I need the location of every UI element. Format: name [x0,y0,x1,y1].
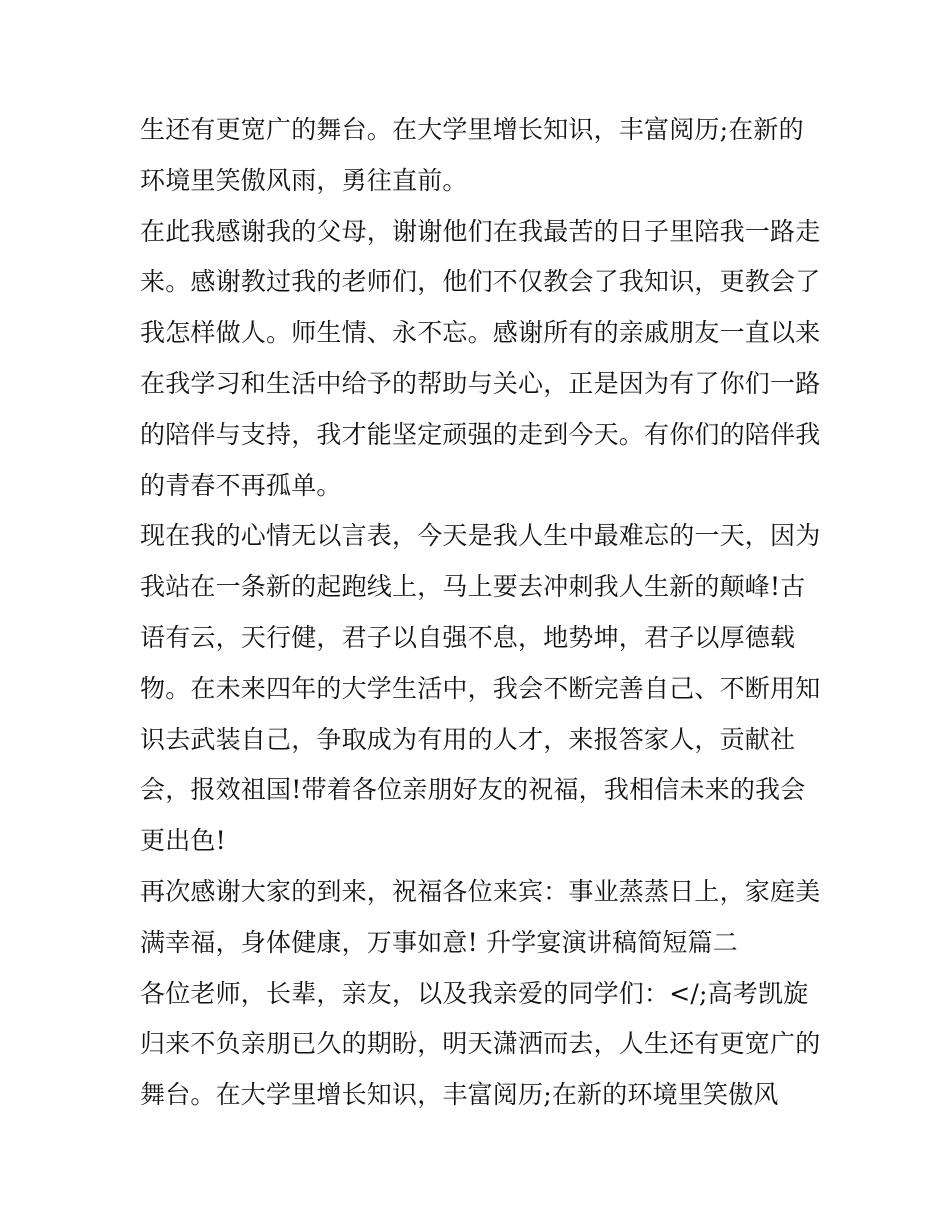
text-line: 我站在一条新的起跑线上，马上要去冲刺我人生新的颠峰!古 [140,572,806,602]
text-line: 识去武装自己，争取成为有用的人才，来报答家人，贡献社 [140,724,796,754]
text-line: 各位老师，长辈，亲友，以及我亲爱的同学们：</;高考凯旋 [140,978,809,1008]
document-body [140,105,820,1121]
text-line: 在我学习和生活中给予的帮助与关心，正是因为有了你们一路 [140,368,821,398]
text-line: 的陪伴与支持，我才能坚定顽强的走到今天。有你们的陪伴我 [140,419,821,449]
text-line: 舞台。在大学里增长知识，丰富阅历;在新的环境里笑傲风 [140,1080,779,1110]
text-line: 会，报效祖国!带着各位亲朋好友的祝福，我相信未来的我会 [140,775,806,805]
text-line: 语有云，天行健，君子以自强不息，地势坤，君子以厚德载 [140,622,796,652]
text-line: 现在我的心情无以言表，今天是我人生中最难忘的一天，因为 [140,521,821,551]
text-line: 再次感谢大家的到来，祝福各位来宾：事业蒸蒸日上，家庭美 [140,876,821,906]
text-line: 在此我感谢我的父母，谢谢他们在我最苦的日子里陪我一路走 [140,216,821,246]
text-line: 我怎样做人。师生情、永不忘。感谢所有的亲戚朋友一直以来 [140,318,821,348]
text-line: 归来不负亲朋已久的期盼，明天潇洒而去，人生还有更宽广的 [140,1029,821,1059]
text-line: 来。感谢教过我的老师们，他们不仅教会了我知识，更教会了 [140,267,821,297]
text-line: 物。在未来四年的大学生活中，我会不断完善自己、不断用知 [140,673,821,703]
text-line: 环境里笑傲风雨，勇往直前。 [140,165,468,195]
text-line: 满幸福，身体健康，万事如意! 升学宴演讲稿简短篇二 [140,927,738,957]
text-line: 生还有更宽广的舞台。在大学里增长知识，丰富阅历;在新的 [140,115,804,144]
text-line: 的青春不再孤单。 [140,470,342,500]
text-line: 更出色! [140,826,226,856]
